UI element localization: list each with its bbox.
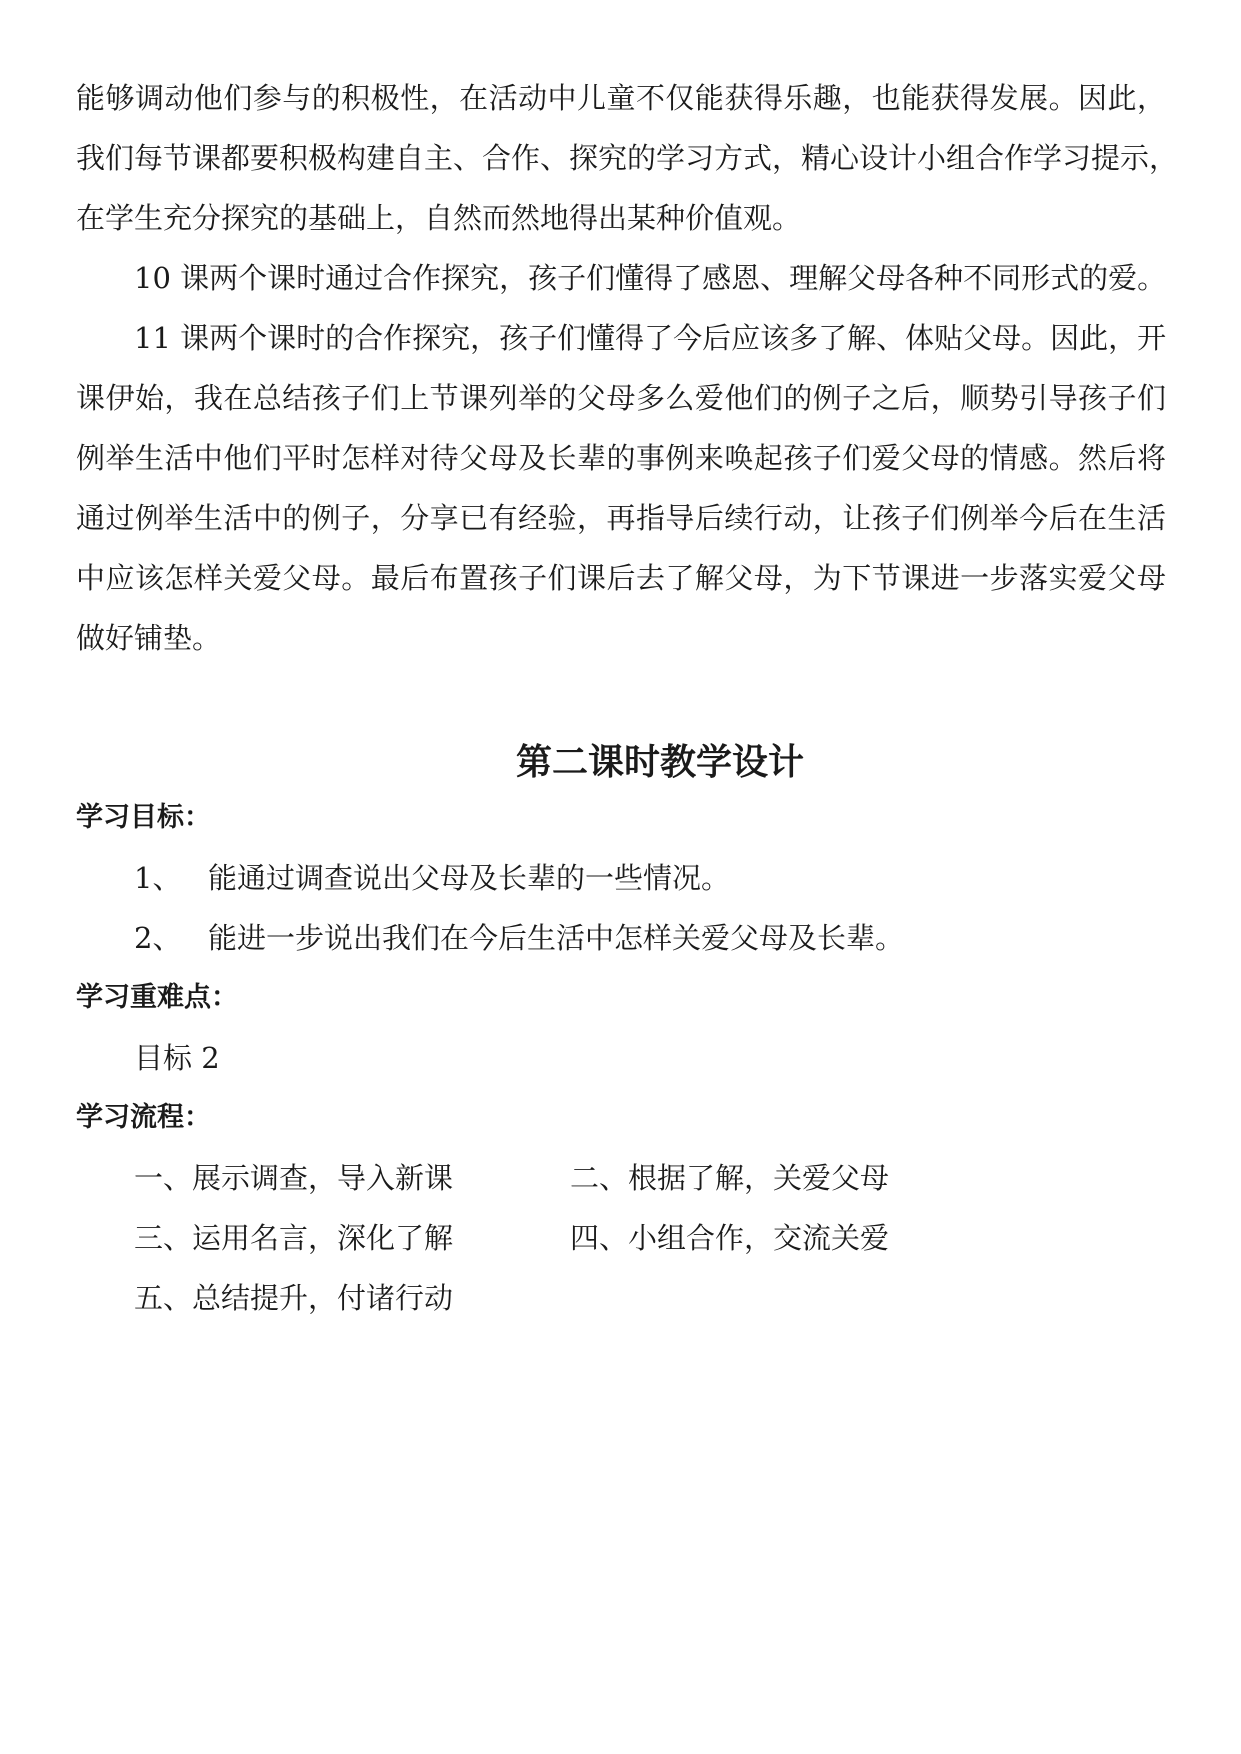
- process-step: 四、小组合作，交流关爱: [570, 1221, 890, 1255]
- section-title: 第二课时教学设计: [515, 742, 804, 783]
- process-step: 三、运用名言，深化了解: [134, 1221, 454, 1255]
- paragraph-line: 做好铺垫。: [76, 621, 222, 655]
- paragraph-line: 我们每节课都要积极构建自主、合作、探究的学习方式，精心设计小组合作学习提示，: [76, 141, 1179, 175]
- process-step: 二、根据了解，关爱父母: [570, 1161, 890, 1195]
- objectives-heading: 学习目标：: [76, 802, 211, 833]
- process-heading: 学习流程：: [76, 1102, 211, 1133]
- objective-number: 2、: [134, 921, 182, 955]
- paragraph-line: 中应该怎样关爱父母。最后布置孩子们课后去了解父母，为下节课进一步落实爱父母: [76, 561, 1166, 595]
- paragraph-line: 能够调动他们参与的积极性，在活动中儿童不仅能获得乐趣，也能获得发展。因此，: [76, 81, 1166, 115]
- paragraph-line: 11 课两个课时的合作探究，孩子们懂得了今后应该多了解、体贴父母。因此，开: [134, 321, 1167, 355]
- process-step: 五、总结提升，付诸行动: [134, 1281, 454, 1315]
- key-points-heading: 学习重难点：: [76, 982, 238, 1013]
- paragraph-line: 课伊始，我在总结孩子们上节课列举的父母多么爱他们的例子之后，顺势引导孩子们: [76, 381, 1166, 415]
- paragraph-line: 在学生充分探究的基础上，自然而然地得出某种价值观。: [76, 201, 802, 235]
- paragraph-line: 例举生活中他们平时怎样对待父母及长辈的事例来唤起孩子们爱父母的情感。然后将: [76, 441, 1166, 475]
- objective-number: 1、: [134, 861, 182, 895]
- paragraph-line: 10 课两个课时通过合作探究，孩子们懂得了感恩、理解父母各种不同形式的爱。: [134, 261, 1167, 295]
- paragraph-line: 通过例举生活中的例子，分享已有经验，再指导后续行动，让孩子们例举今后在生活: [76, 501, 1166, 535]
- key-points-text: 目标 2: [134, 1041, 220, 1075]
- objective-text: 能通过调查说出父母及长辈的一些情况。: [208, 861, 731, 895]
- objective-text: 能进一步说出我们在今后生活中怎样关爱父母及长辈。: [208, 921, 905, 955]
- process-step: 一、展示调查，导入新课: [134, 1161, 454, 1195]
